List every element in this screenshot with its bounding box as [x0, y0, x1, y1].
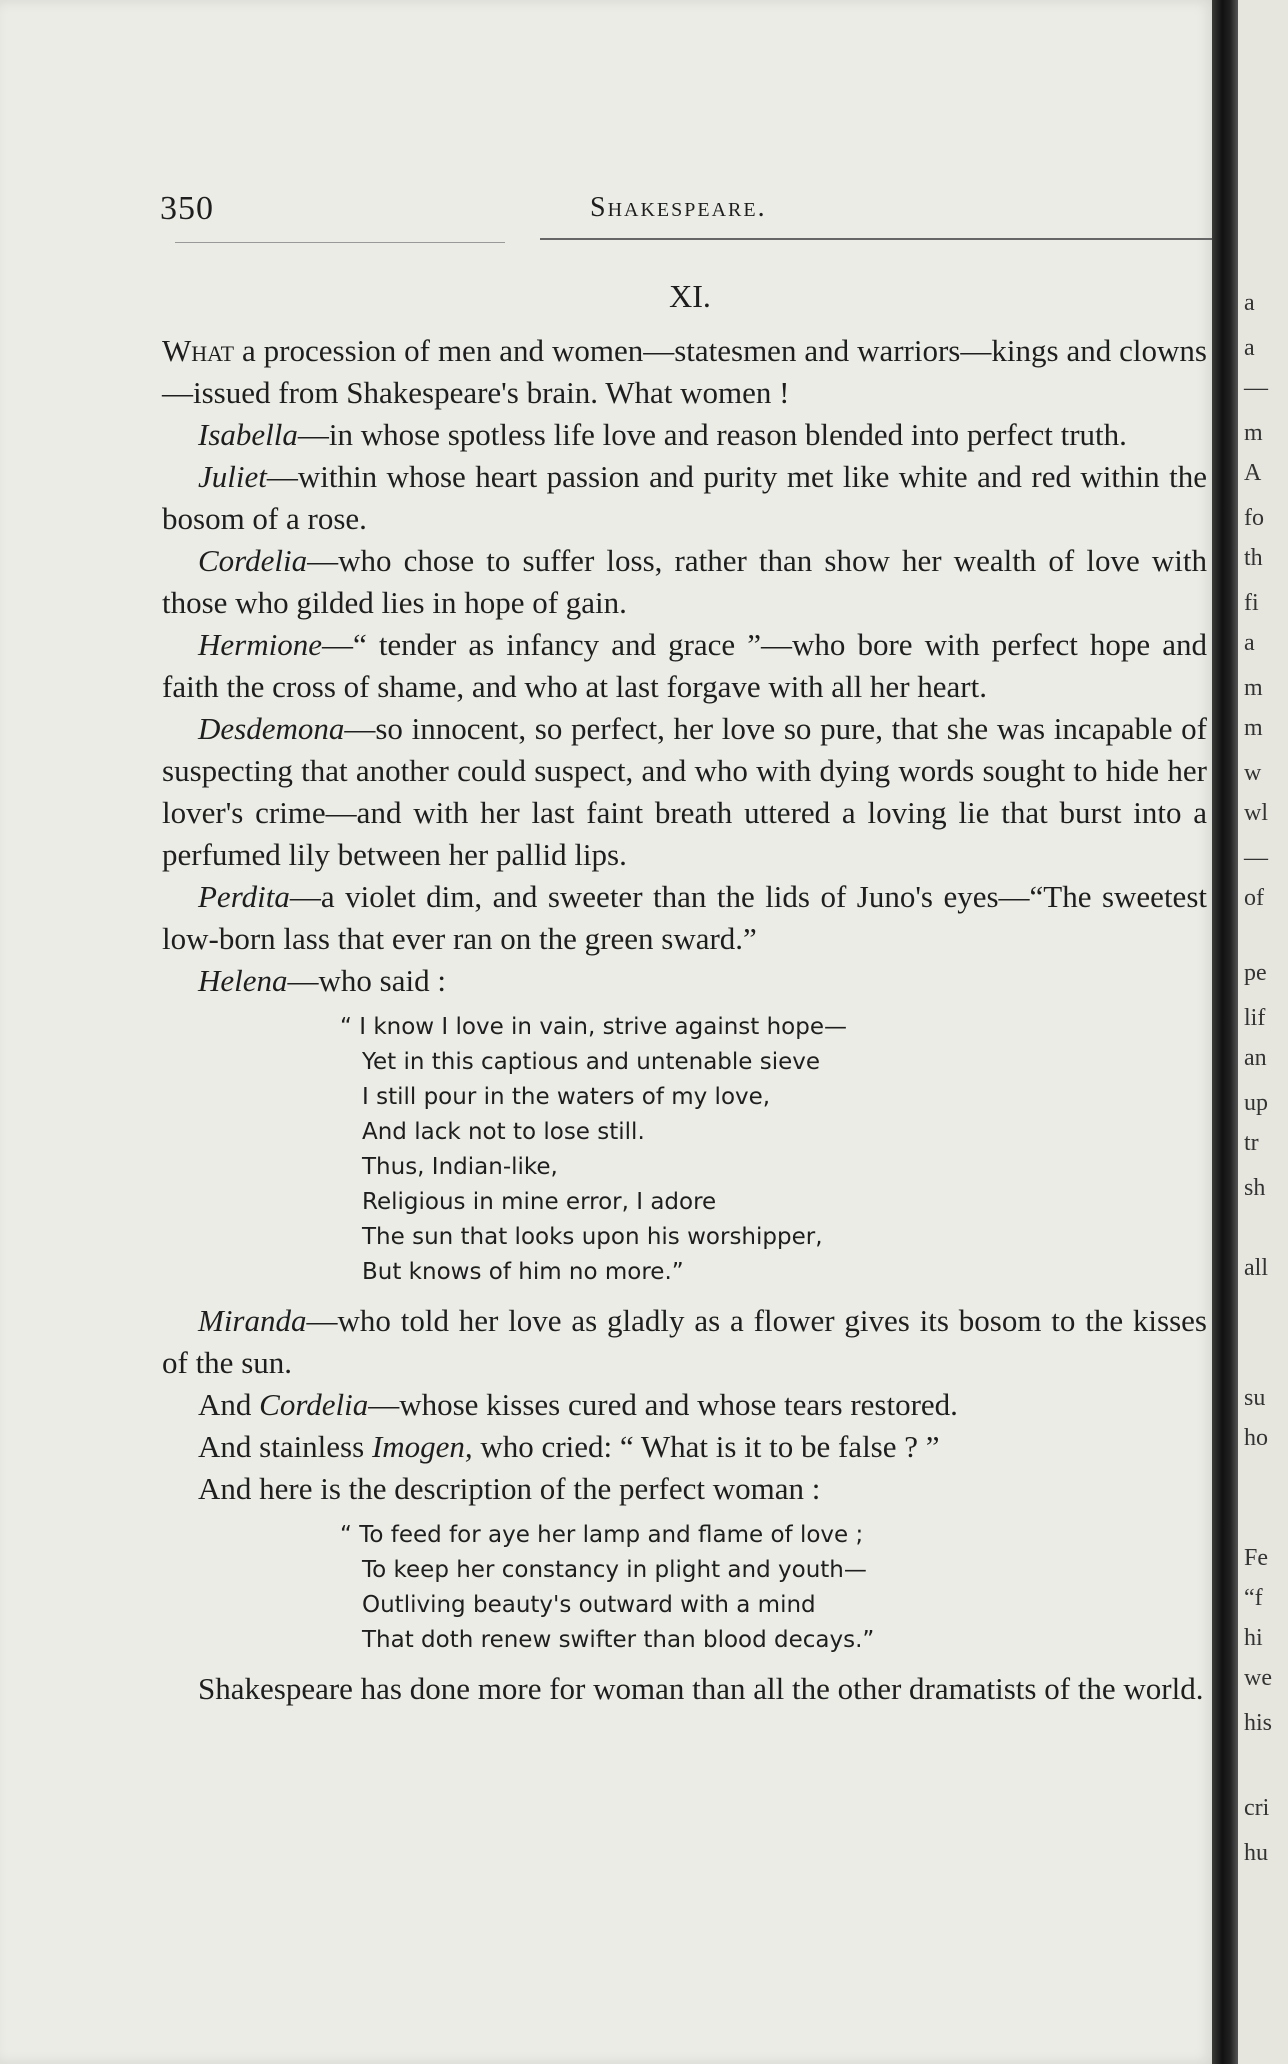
closing-paragraph: Shakespeare has done more for woman than all the other dramatists of the world.	[198, 1671, 1204, 1706]
verse-line: Yet in this captious and untenable sieve	[362, 1049, 821, 1075]
character-name: Cordelia	[198, 543, 308, 578]
character-name: Juliet	[198, 459, 267, 494]
facing-page-fragment: ho	[1244, 1425, 1268, 1451]
facing-page-fragment: wl	[1244, 800, 1268, 826]
verse-line: “ I know I love in vain, strive against hope—	[340, 1014, 847, 1040]
paragraph-text: —so innocent, so perfect, her love so pure, that she was incapable of suspecting that another could suspect, and who with dying words sought to hide her lover's crime—and with her last faint breath uttered a loving lie that burst into a perfumed lily between her pallid lips.	[162, 711, 1207, 872]
paragraph-text: —who chose to suffer loss, rather than show her wealth of love with those who gilded lies in hope of gain.	[162, 543, 1207, 620]
lead-word: What	[162, 333, 235, 368]
facing-page-fragment: hi	[1244, 1625, 1263, 1651]
facing-page-fragment: m	[1244, 675, 1263, 701]
facing-page-fragment: a	[1244, 335, 1255, 361]
facing-page-fragment: an	[1244, 1045, 1267, 1071]
facing-page-fragment: of	[1244, 885, 1264, 911]
paragraph: And here is the description of the perfect woman :	[198, 1471, 821, 1506]
verse-line: And lack not to lose still.	[362, 1119, 645, 1145]
paragraph-text: who cried: “ What is it to be false ? ”	[472, 1429, 940, 1464]
facing-page-fragment: —	[1244, 845, 1268, 871]
body-text	[162, 330, 1207, 1710]
facing-page-fragment: pe	[1244, 960, 1267, 986]
character-name: Perdita	[198, 879, 290, 914]
facing-page-fragment: a	[1244, 630, 1255, 656]
verse-line: Outliving beauty's outward with a mind	[362, 1592, 816, 1618]
paragraph	[162, 456, 1207, 540]
facing-page-fragment: lif	[1244, 1005, 1266, 1031]
facing-page-fragment: tr	[1244, 1130, 1259, 1156]
paragraph-text: —“ tender as infancy and grace ”—who bore with perfect hope and faith the cross of shame, and who at last forgave with all her heart.	[162, 627, 1207, 704]
facing-page-fragment: a	[1244, 290, 1255, 316]
paragraph	[162, 414, 1207, 456]
facing-page-fragment: —	[1244, 375, 1268, 401]
paragraph	[162, 876, 1207, 960]
facing-page-fragment: sh	[1244, 1175, 1266, 1201]
paragraph-text: And stainless	[198, 1429, 372, 1464]
facing-page-fragment: A	[1244, 460, 1262, 486]
running-title: Shakespeare.	[590, 192, 767, 223]
facing-page-edge	[1238, 0, 1288, 2064]
character-name: Cordelia	[259, 1387, 369, 1422]
paragraph-text: —a violet dim, and sweeter than the lids of Juno's eyes—“The sweetest low-born lass that ever ran on the green sward.”	[162, 879, 1207, 956]
facing-page-fragment: m	[1244, 715, 1263, 741]
paragraph	[162, 1426, 1207, 1468]
book-gutter	[1212, 0, 1238, 2064]
verse-line: Thus, Indian-like,	[362, 1154, 558, 1180]
verse-line: To keep her constancy in plight and youth—	[362, 1557, 867, 1583]
facing-page-fragment: Fe	[1244, 1545, 1268, 1571]
facing-page-fragment: fo	[1244, 505, 1264, 531]
character-name: Desdemona	[198, 711, 345, 746]
paragraph-text: —in whose spotless life love and reason blended into perfect truth.	[297, 417, 1127, 452]
facing-page-fragment: fi	[1244, 590, 1259, 616]
facing-page-fragment: m	[1244, 420, 1263, 446]
paragraph	[162, 1384, 1207, 1426]
paragraph-text: —within whose heart passion and purity met like white and red within the bosom of a rose.	[162, 459, 1207, 536]
verse-line: “ To feed for aye her lamp and flame of love ;	[340, 1522, 864, 1548]
paragraph	[162, 1300, 1207, 1384]
paragraph	[162, 624, 1207, 708]
paragraph	[162, 540, 1207, 624]
character-name: Isabella	[198, 417, 298, 452]
header-rule-right	[540, 238, 1215, 240]
facing-page-fragment: hu	[1244, 1840, 1268, 1866]
facing-page-fragment: su	[1244, 1385, 1266, 1411]
character-name: Hermione	[198, 627, 322, 662]
header-rule-left	[175, 242, 505, 243]
verse-line: I still pour in the waters of my love,	[362, 1084, 771, 1110]
character-name: Imogen,	[371, 1429, 473, 1464]
facing-page-fragment: cri	[1244, 1795, 1270, 1821]
paragraph-text: a procession of men and women—statesmen and warriors—kings and clowns—issued from Shakespeare's brain. What women !	[162, 333, 1207, 410]
verse-line: That doth renew swifter than blood decays.”	[362, 1627, 875, 1653]
facing-page-fragment: his	[1244, 1710, 1273, 1736]
facing-page-fragment: we	[1244, 1665, 1272, 1691]
verse-quote-perfect-woman	[340, 1518, 1207, 1658]
verse-line: Religious in mine error, I adore	[362, 1189, 717, 1215]
facing-page-fragment: th	[1244, 545, 1263, 571]
verse-line: The sun that looks upon his worshipper,	[362, 1224, 823, 1250]
facing-page-fragment: w	[1244, 760, 1262, 786]
paragraph	[162, 960, 1207, 1002]
chapter-heading: XI.	[669, 278, 711, 314]
character-name: Helena	[198, 963, 288, 998]
facing-page-fragment: up	[1244, 1090, 1268, 1116]
verse-line: But knows of him no more.”	[362, 1259, 684, 1285]
paragraph-text: And	[198, 1387, 260, 1422]
paragraph	[162, 330, 1207, 414]
page-number: 350	[160, 190, 214, 227]
facing-page-fragment: all	[1244, 1255, 1268, 1281]
paragraph-text: —whose kisses cured and whose tears restored.	[368, 1387, 958, 1422]
facing-page-fragment: “f	[1244, 1585, 1263, 1611]
paragraph-text: —who said :	[287, 963, 446, 998]
verse-quote-helena	[340, 1010, 1207, 1290]
paragraph	[162, 708, 1207, 876]
character-name: Miranda	[198, 1303, 307, 1338]
paragraph-text: —who told her love as gladly as a flower gives its bosom to the kisses of the sun.	[162, 1303, 1207, 1380]
